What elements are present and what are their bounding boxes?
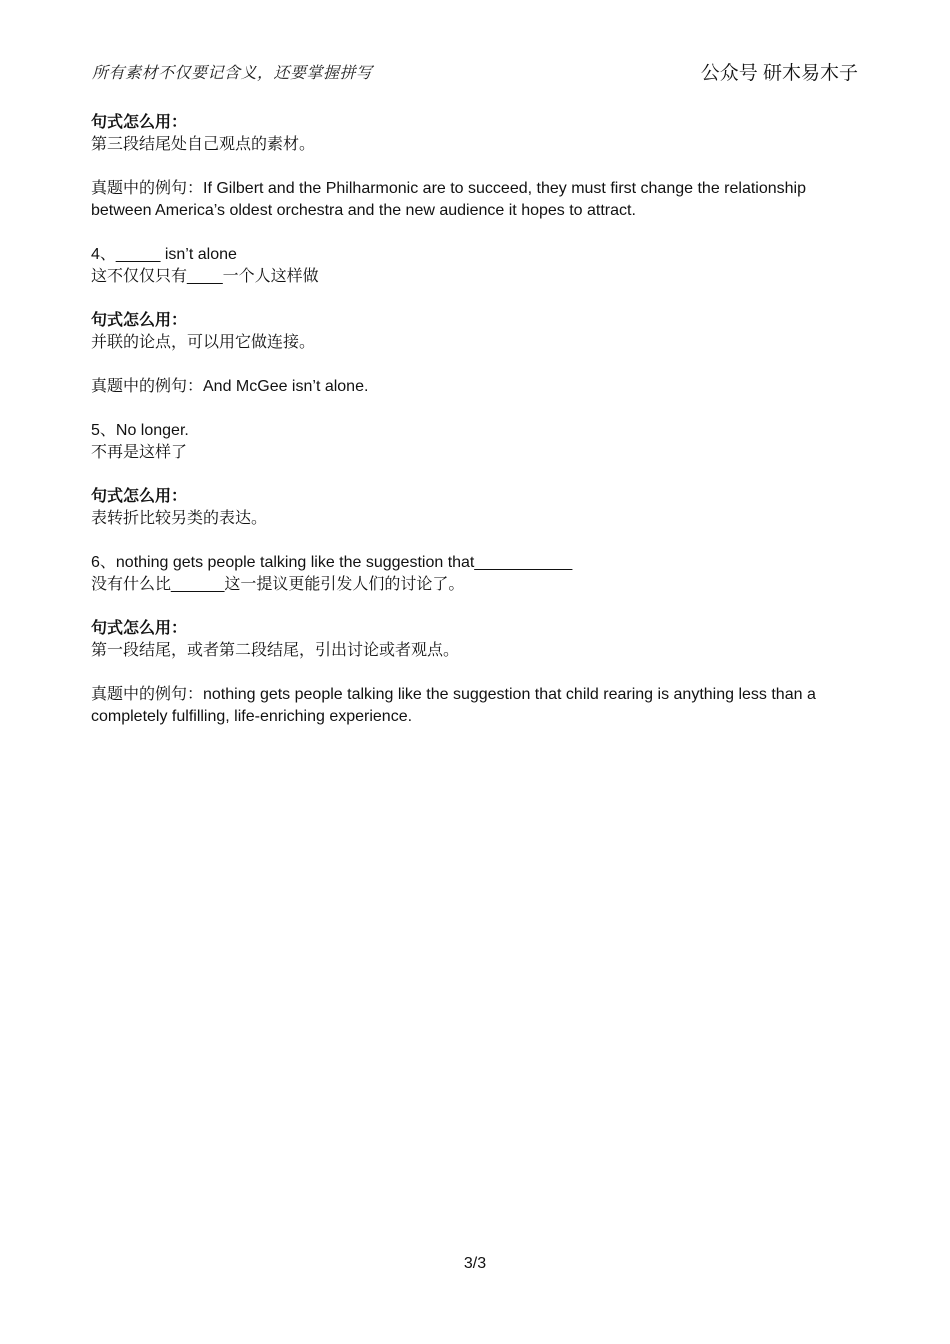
usage-text: 第一段结尾，或者第二段结尾，引出讨论或者观点。 [91,642,460,659]
header-account: 公众号 研木易木子 [700,63,858,84]
item-4-title: 4、_____ isn’t alone [91,246,237,263]
page-number: 3/3 [463,1255,487,1272]
example-sentence: 真题中的例句：If Gilbert and the Philharmonic are to succeed, they must first change the relationship between America’s oldest orchestra and the new audience it hopes to attract. [91,180,806,219]
item-6-title: 6、nothing gets people talking like the suggestion that___________ [91,554,573,571]
item-4-translation: 这不仅仅只有____一个人这样做 [91,268,319,285]
example-sentence: 真题中的例句：And McGee isn’t alone. [91,378,369,395]
usage-text: 表转折比较另类的表达。 [91,510,268,527]
item-5-title: 5、No longer. [91,422,189,439]
usage-text: 第三段结尾处自己观点的素材。 [91,136,316,153]
header-note: 所有素材不仅要记含义，还要掌握拼写 [92,63,373,82]
usage-text: 并联的论点，可以用它做连接。 [91,334,316,351]
document-body [91,112,861,728]
usage-heading: 句式怎么用： [91,620,188,637]
item-5-translation: 不再是这样了 [91,444,188,461]
usage-heading: 句式怎么用： [91,312,188,329]
item-6-translation: 没有什么比______这一提议更能引发人们的讨论了。 [91,576,465,593]
usage-heading: 句式怎么用： [91,488,188,505]
usage-heading: 句式怎么用： [91,114,188,131]
example-sentence: 真题中的例句：nothing gets people talking like the suggestion that child rearing is anything less than a completely fulfilling, life-enriching experience. [91,686,816,725]
